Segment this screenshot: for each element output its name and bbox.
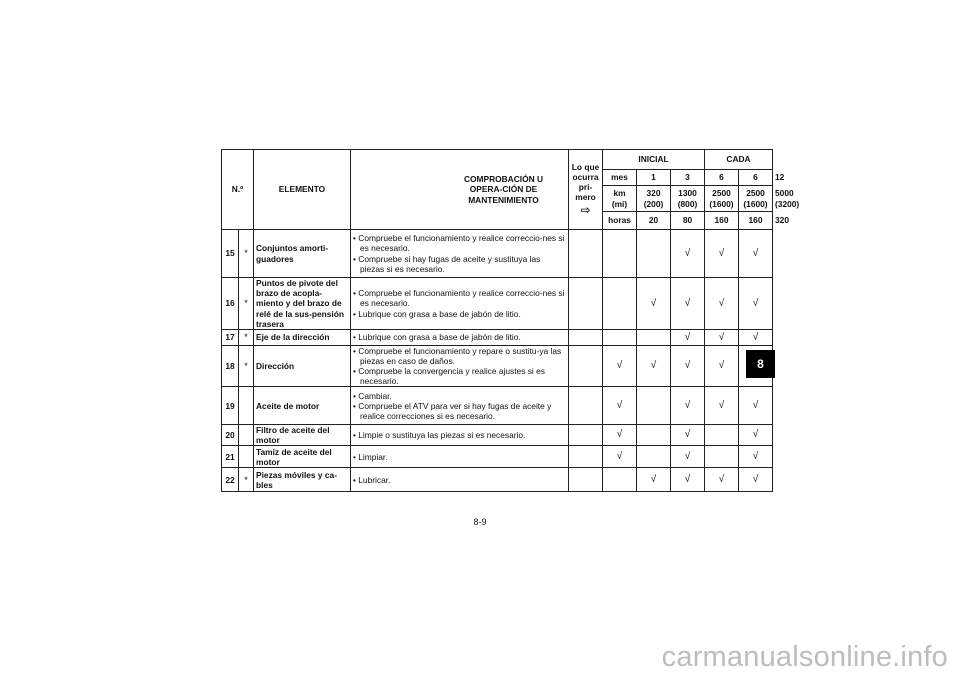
month-3: 6: [705, 170, 739, 186]
checkmark-icon: [637, 230, 671, 278]
row-number: 20: [222, 425, 239, 446]
month-1: 1: [637, 170, 671, 186]
check-item: • Compruebe el ATV para ver si hay fugas de aceite y realice correcciones si es necesario.: [353, 401, 566, 421]
header-every: CADA: [705, 150, 773, 170]
table-row: [222, 230, 773, 278]
checkmark-icon: √: [705, 330, 739, 346]
checkmark-icon: √: [637, 468, 671, 492]
row-checks: [351, 446, 569, 468]
checkmark-icon: √: [603, 446, 637, 468]
check-item: • Compruebe si hay fugas de aceite y sustituya las piezas si es necesario.: [353, 254, 566, 274]
checkmark-icon: [705, 446, 739, 468]
table-row: [222, 346, 773, 387]
maintenance-table: [221, 149, 800, 492]
checkmark-icon: [637, 446, 671, 468]
row-item: Filtro de aceite del motor: [254, 425, 351, 446]
row-checks: [351, 346, 569, 387]
table-row: [222, 330, 773, 346]
check-list: [353, 346, 566, 386]
checkmark-icon: [603, 330, 637, 346]
checkmark-icon: [603, 230, 637, 278]
maintenance-rows: [222, 230, 773, 492]
check-item: • Limpiar.: [353, 452, 566, 462]
first-occurrence-cell: [569, 230, 603, 278]
checkmark-icon: √: [739, 230, 773, 278]
check-item: • Compruebe el funcionamiento y repare o sustitu-ya las piezas en caso de daños.: [353, 346, 566, 366]
row-number: 16: [222, 278, 239, 330]
row-number: 15: [222, 230, 239, 278]
checkmark-icon: [637, 425, 671, 446]
table-row: [222, 468, 773, 492]
check-item: • Limpie o sustituya las piezas si es necesario.: [353, 430, 566, 440]
checkmark-icon: √: [603, 387, 637, 425]
check-list: [353, 430, 566, 440]
checkmark-icon: √: [603, 425, 637, 446]
row-star: *: [239, 468, 254, 492]
row-number: 22: [222, 468, 239, 492]
checkmark-icon: √: [671, 425, 705, 446]
row-checks: [351, 278, 569, 330]
first-occurrence-cell: [569, 278, 603, 330]
km-4: 2500 (1600): [739, 186, 773, 212]
row-number: 19: [222, 387, 239, 425]
first-occurrence-cell: [569, 387, 603, 425]
km-row: km (mi) 320 (200) 1300 (800) 2500 (1600) 2500 (1600) 5000 (3200): [222, 186, 773, 212]
arrow-right-icon: ⇨: [580, 202, 591, 217]
checkmark-icon: [705, 425, 739, 446]
month-4: 6: [739, 170, 773, 186]
row-checks: [351, 387, 569, 425]
checkmark-icon: √: [739, 387, 773, 425]
row-number: 21: [222, 446, 239, 468]
row-checks: [351, 330, 569, 346]
table-row: [222, 425, 773, 446]
checkmark-icon: √: [671, 278, 705, 330]
hours-2: 80: [671, 212, 705, 230]
checkmark-icon: √: [705, 230, 739, 278]
month-label: mes: [603, 170, 637, 186]
checkmark-icon: √: [671, 230, 705, 278]
checkmark-icon: √: [637, 346, 671, 387]
header-first-label: Lo que ocurra pri-mero: [571, 161, 600, 202]
checkmark-icon: √: [739, 446, 773, 468]
checkmark-icon: √: [705, 387, 739, 425]
hours-row: horas 20 80 160 160 320: [222, 212, 773, 230]
row-item: Puntos de pivote del brazo de acopla-miento y del brazo de relé de la sus-pensión trasera: [254, 278, 351, 330]
checkmark-icon: √: [739, 468, 773, 492]
header-item: ELEMENTO: [254, 150, 351, 230]
check-item: • Lubrique con grasa a base de jabón de litio.: [353, 332, 566, 342]
row-item: Eje de la dirección: [254, 330, 351, 346]
check-list: [353, 233, 566, 273]
row-star: [239, 425, 254, 446]
check-item: • Compruebe la convergencia y realice ajustes si es necesario.: [353, 366, 566, 386]
checkmark-icon: [603, 468, 637, 492]
row-checks: [351, 230, 569, 278]
table-row: [222, 387, 773, 425]
first-occurrence-cell: [569, 468, 603, 492]
hours-4: 160: [739, 212, 773, 230]
row-item: Aceite de motor: [254, 387, 351, 425]
checkmark-icon: [637, 330, 671, 346]
hours-label: horas: [603, 212, 637, 230]
row-star: [239, 446, 254, 468]
row-star: *: [239, 278, 254, 330]
checkmark-icon: [637, 387, 671, 425]
checkmark-icon: √: [739, 330, 773, 346]
hours-1: 20: [637, 212, 671, 230]
header-no: N.º: [222, 150, 254, 230]
row-checks: [351, 468, 569, 492]
row-checks: [351, 425, 569, 446]
checkmark-icon: √: [671, 346, 705, 387]
check-item: • Lubricar.: [353, 475, 566, 485]
row-star: [239, 387, 254, 425]
row-item: Conjuntos amorti-guadores: [254, 230, 351, 278]
row-star: *: [239, 346, 254, 387]
checkmark-icon: √: [705, 278, 739, 330]
check-item: • Compruebe el funcionamiento y realice correccio-nes si es necesario.: [353, 233, 566, 253]
checkmark-icon: √: [671, 387, 705, 425]
row-number: 17: [222, 330, 239, 346]
checkmark-icon: √: [671, 330, 705, 346]
km-3: 2500 (1600): [705, 186, 739, 212]
table-row: [222, 446, 773, 468]
check-list: [353, 332, 566, 342]
checkmark-icon: √: [671, 446, 705, 468]
checkmark-icon: √: [705, 468, 739, 492]
checkmark-icon: [603, 278, 637, 330]
check-list: [353, 391, 566, 421]
row-star: *: [239, 230, 254, 278]
km-label: km (mi): [603, 186, 637, 212]
checkmark-icon: √: [671, 468, 705, 492]
check-item: • Compruebe el funcionamiento y realice correccio-nes si es necesario.: [353, 288, 566, 308]
checkmark-icon: √: [637, 278, 671, 330]
header-initial: INICIAL: [603, 150, 705, 170]
check-list: [353, 475, 566, 485]
check-list: [353, 288, 566, 318]
first-occurrence-cell: [569, 330, 603, 346]
month-row: mes 1 3 6 6 12: [222, 170, 773, 186]
row-item: Piezas móviles y ca-bles: [254, 468, 351, 492]
page-number: 8-9: [473, 517, 487, 527]
km-2: 1300 (800): [671, 186, 705, 212]
row-item: Tamiz de aceite del motor: [254, 446, 351, 468]
check-item: • Lubrique con grasa a base de jabón de litio.: [353, 309, 566, 319]
header-first: [569, 150, 603, 230]
table-row: [222, 278, 773, 330]
first-occurrence-cell: [569, 446, 603, 468]
row-item: Dirección: [254, 346, 351, 387]
checkmark-icon: √: [739, 278, 773, 330]
km-1: 320 (200): [637, 186, 671, 212]
check-list: [353, 452, 566, 462]
first-occurrence-cell: [569, 425, 603, 446]
month-2: 3: [671, 170, 705, 186]
watermark: carmanualsonline.info: [661, 641, 948, 673]
first-occurrence-cell: [569, 346, 603, 387]
section-tab: 8: [746, 350, 775, 378]
checkmark-icon: √: [705, 346, 739, 387]
row-star: *: [239, 330, 254, 346]
check-item: • Cambiar.: [353, 391, 566, 401]
header-check: COMPROBACIÓN U OPERA-CIÓN DE MANTENIMIENTO: [351, 150, 569, 230]
hours-3: 160: [705, 212, 739, 230]
row-number: 18: [222, 346, 239, 387]
checkmark-icon: √: [739, 425, 773, 446]
checkmark-icon: √: [603, 346, 637, 387]
